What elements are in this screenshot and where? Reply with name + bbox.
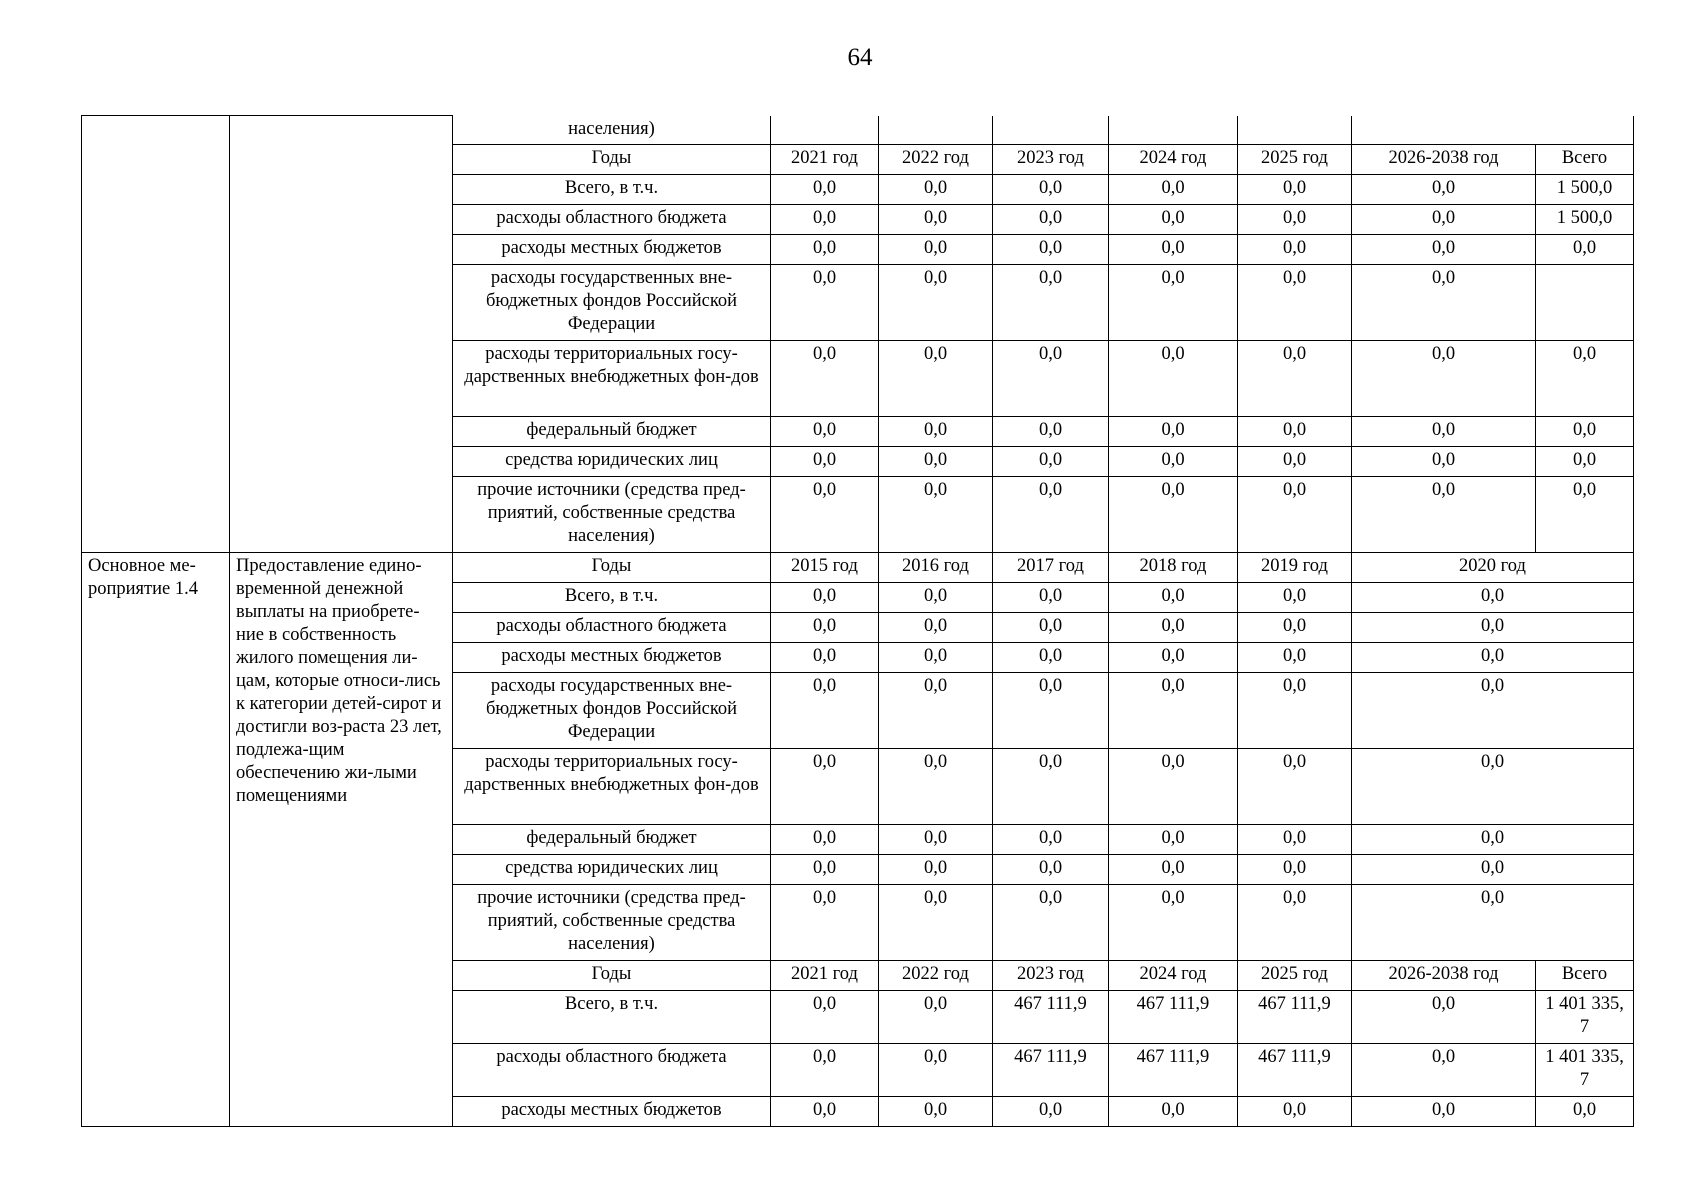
row-label: прочие источники (средства пред-приятий, собственные средства населения) (453, 476, 771, 552)
year-header: 2022 год (879, 144, 993, 174)
value-cell: 0,0 (879, 884, 993, 960)
value-cell: 0,0 (993, 748, 1109, 824)
value-cell: 0,0 (993, 854, 1109, 884)
value-cell: 0,0 (771, 204, 879, 234)
value-cell: 0,0 (993, 340, 1109, 416)
row-label: расходы местных бюджетов (453, 642, 771, 672)
value-cell: 0,0 (1238, 1096, 1352, 1126)
value-cell: 0,0 (1238, 234, 1352, 264)
year-header: 2025 год (1238, 960, 1352, 990)
value-cell: 0,0 (879, 748, 993, 824)
years-label: Годы (453, 960, 771, 990)
value-cell: 467 111,9 (1238, 990, 1352, 1043)
year-header: 2023 год (993, 960, 1109, 990)
value-cell: 0,0 (1109, 672, 1238, 748)
value-cell: 0,0 (1536, 476, 1634, 552)
year-header: 2026-2038 год (1352, 960, 1536, 990)
value-cell: 0,0 (771, 990, 879, 1043)
value-cell: 0,0 (993, 204, 1109, 234)
value-cell: 0,0 (1238, 476, 1352, 552)
value-cell: 0,0 (879, 642, 993, 672)
value-cell: 0,0 (993, 174, 1109, 204)
row-label: расходы государственных вне-бюджетных фондов Российской Федерации (453, 672, 771, 748)
value-cell: 0,0 (1109, 340, 1238, 416)
value-cell: 0,0 (993, 476, 1109, 552)
value-cell: 467 111,9 (1109, 990, 1238, 1043)
value-cell: 0,0 (1238, 824, 1352, 854)
value-cell: 0,0 (771, 174, 879, 204)
row-label: расходы местных бюджетов (453, 1096, 771, 1126)
value-cell: 0,0 (1352, 416, 1536, 446)
value-cell: 0,0 (1109, 1096, 1238, 1126)
value-cell: 0,0 (993, 884, 1109, 960)
row-label: расходы государственных вне-бюджетных фондов Российской Федерации (453, 264, 771, 340)
row-label: расходы территориальных госу-дарственных внебюджетных фон-дов (453, 340, 771, 416)
continuation-row (82, 116, 1634, 145)
value-cell: 0,0 (879, 264, 993, 340)
measure-name: Основное ме-роприятие 1.4 (82, 552, 230, 1126)
value-cell: 0,0 (1352, 582, 1634, 612)
value-cell: 0,0 (879, 234, 993, 264)
value-cell: 0,0 (1109, 446, 1238, 476)
value-cell: 0,0 (1352, 642, 1634, 672)
value-cell: 0,0 (1238, 884, 1352, 960)
value-cell: 0,0 (879, 340, 993, 416)
value-cell: 0,0 (1238, 642, 1352, 672)
value-cell: 0,0 (993, 264, 1109, 340)
value-cell: 0,0 (771, 476, 879, 552)
value-cell: 0,0 (1536, 340, 1634, 416)
value-cell: 0,0 (1536, 446, 1634, 476)
year-header: 2017 год (993, 552, 1109, 582)
value-cell: 0,0 (771, 416, 879, 446)
value-cell: 0,0 (1109, 884, 1238, 960)
empty-cell (771, 116, 879, 145)
year-header: 2024 год (1109, 144, 1238, 174)
value-cell: 0,0 (1352, 264, 1536, 340)
value-cell: 0,0 (1238, 264, 1352, 340)
measure-name-cell-empty (82, 116, 230, 553)
page-number: 64 (847, 44, 873, 71)
row-label: федеральный бюджет (453, 824, 771, 854)
value-cell: 0,0 (1109, 854, 1238, 884)
row-label: расходы областного бюджета (453, 612, 771, 642)
value-cell: 0,0 (879, 582, 993, 612)
value-cell: 1 500,0 (1536, 204, 1634, 234)
empty-cell (879, 116, 993, 145)
value-cell: 467 111,9 (993, 990, 1109, 1043)
value-cell: 0,0 (1238, 854, 1352, 884)
row-label: Всего, в т.ч. (453, 174, 771, 204)
value-cell: 0,0 (879, 476, 993, 552)
row-label: расходы областного бюджета (453, 1043, 771, 1096)
value-cell: 0,0 (771, 824, 879, 854)
value-cell: 0,0 (879, 416, 993, 446)
value-cell: 0,0 (993, 582, 1109, 612)
value-cell: 0,0 (1109, 748, 1238, 824)
value-cell: 0,0 (771, 446, 879, 476)
value-cell: 0,0 (1238, 748, 1352, 824)
value-cell: 0,0 (1109, 174, 1238, 204)
value-cell: 0,0 (1109, 234, 1238, 264)
value-cell: 0,0 (771, 582, 879, 612)
value-cell (1536, 264, 1634, 340)
row-label: расходы местных бюджетов (453, 234, 771, 264)
value-cell: 0,0 (993, 1096, 1109, 1126)
years-header-row (82, 552, 1634, 582)
value-cell: 0,0 (1238, 204, 1352, 234)
year-header: 2019 год (1238, 552, 1352, 582)
row-label: средства юридических лиц (453, 446, 771, 476)
value-cell: 0,0 (771, 1043, 879, 1096)
year-header: 2026-2038 год (1352, 144, 1536, 174)
value-cell: 0,0 (1352, 1043, 1536, 1096)
year-header: 2018 год (1109, 552, 1238, 582)
value-cell: 0,0 (1109, 476, 1238, 552)
value-cell: 0,0 (1352, 1096, 1536, 1126)
value-cell: 0,0 (771, 854, 879, 884)
value-cell: 0,0 (1352, 234, 1536, 264)
empty-cell (1109, 116, 1238, 145)
value-cell: 0,0 (771, 642, 879, 672)
value-cell: 0,0 (1238, 612, 1352, 642)
value-cell: 0,0 (1109, 582, 1238, 612)
value-cell: 0,0 (879, 1043, 993, 1096)
value-cell: 0,0 (879, 174, 993, 204)
row-label: Всего, в т.ч. (453, 582, 771, 612)
value-cell: 0,0 (1238, 340, 1352, 416)
value-cell: 0,0 (1352, 990, 1536, 1043)
value-cell: 0,0 (771, 1096, 879, 1126)
value-cell: 0,0 (1238, 672, 1352, 748)
year-header: 2021 год (771, 960, 879, 990)
value-cell: 0,0 (771, 234, 879, 264)
value-cell: 0,0 (1352, 824, 1634, 854)
value-cell: 0,0 (1536, 234, 1634, 264)
year-header: Всего (1536, 144, 1634, 174)
value-cell: 0,0 (879, 990, 993, 1043)
value-cell: 0,0 (1238, 446, 1352, 476)
value-cell: 0,0 (1352, 854, 1634, 884)
year-header: 2015 год (771, 552, 879, 582)
value-cell: 0,0 (771, 612, 879, 642)
value-cell: 0,0 (1352, 748, 1634, 824)
value-cell: 0,0 (879, 1096, 993, 1126)
value-cell: 0,0 (1352, 174, 1536, 204)
row-label: средства юридических лиц (453, 854, 771, 884)
value-cell: 0,0 (1352, 612, 1634, 642)
year-header: Всего (1536, 960, 1634, 990)
year-header: 2022 год (879, 960, 993, 990)
value-cell: 0,0 (993, 672, 1109, 748)
years-label: Годы (453, 552, 771, 582)
value-cell: 467 111,9 (993, 1043, 1109, 1096)
measure-description: Предоставление едино-временной денежной выплаты на приобрете-ние в собственность жилого помещения ли-цам, которые относи-лись к категории детей-сирот и достигли воз-раста 23 лет, подлежа-щим обеспечению жи-лыми помещениями (230, 552, 453, 1126)
value-cell: 0,0 (879, 824, 993, 854)
value-cell: 467 111,9 (1238, 1043, 1352, 1096)
year-header: 2021 год (771, 144, 879, 174)
continuation-text: населения) (453, 116, 771, 145)
empty-cell (1352, 116, 1634, 145)
year-header: 2020 год (1352, 552, 1634, 582)
value-cell: 0,0 (771, 264, 879, 340)
value-cell: 0,0 (1109, 612, 1238, 642)
row-label: расходы территориальных госу-дарственных внебюджетных фон-дов (453, 748, 771, 824)
value-cell: 0,0 (1109, 204, 1238, 234)
value-cell: 0,0 (1109, 642, 1238, 672)
value-cell: 0,0 (993, 642, 1109, 672)
value-cell: 1 401 335, 7 (1536, 990, 1634, 1043)
years-label: Годы (453, 144, 771, 174)
value-cell: 0,0 (1352, 446, 1536, 476)
value-cell: 0,0 (993, 416, 1109, 446)
value-cell: 1 401 335, 7 (1536, 1043, 1634, 1096)
year-header: 2025 год (1238, 144, 1352, 174)
value-cell: 0,0 (1352, 884, 1634, 960)
value-cell: 0,0 (1109, 416, 1238, 446)
year-header: 2024 год (1109, 960, 1238, 990)
value-cell: 0,0 (1109, 824, 1238, 854)
value-cell: 0,0 (993, 824, 1109, 854)
row-label: прочие источники (средства пред-приятий, собственные средства населения) (453, 884, 771, 960)
measure-description-cell-empty (230, 116, 453, 553)
value-cell: 0,0 (771, 340, 879, 416)
value-cell: 0,0 (993, 446, 1109, 476)
row-label: Всего, в т.ч. (453, 990, 771, 1043)
value-cell: 0,0 (1352, 672, 1634, 748)
value-cell: 0,0 (1536, 416, 1634, 446)
value-cell: 0,0 (993, 234, 1109, 264)
value-cell: 0,0 (879, 854, 993, 884)
value-cell: 0,0 (1352, 476, 1536, 552)
value-cell: 0,0 (1238, 416, 1352, 446)
value-cell: 0,0 (1352, 204, 1536, 234)
year-header: 2016 год (879, 552, 993, 582)
value-cell: 0,0 (1238, 582, 1352, 612)
value-cell: 0,0 (879, 612, 993, 642)
year-header: 2023 год (993, 144, 1109, 174)
empty-cell (993, 116, 1109, 145)
empty-cell (1238, 116, 1352, 145)
row-label: федеральный бюджет (453, 416, 771, 446)
value-cell: 0,0 (771, 748, 879, 824)
value-cell: 0,0 (1109, 264, 1238, 340)
row-label: расходы областного бюджета (453, 204, 771, 234)
value-cell: 0,0 (1238, 174, 1352, 204)
value-cell: 0,0 (1536, 1096, 1634, 1126)
value-cell: 0,0 (993, 612, 1109, 642)
value-cell: 0,0 (1352, 340, 1536, 416)
value-cell: 0,0 (879, 204, 993, 234)
value-cell: 0,0 (879, 672, 993, 748)
budget-table (81, 115, 1634, 1127)
value-cell: 0,0 (771, 672, 879, 748)
value-cell: 1 500,0 (1536, 174, 1634, 204)
value-cell: 0,0 (771, 884, 879, 960)
value-cell: 0,0 (879, 446, 993, 476)
value-cell: 467 111,9 (1109, 1043, 1238, 1096)
